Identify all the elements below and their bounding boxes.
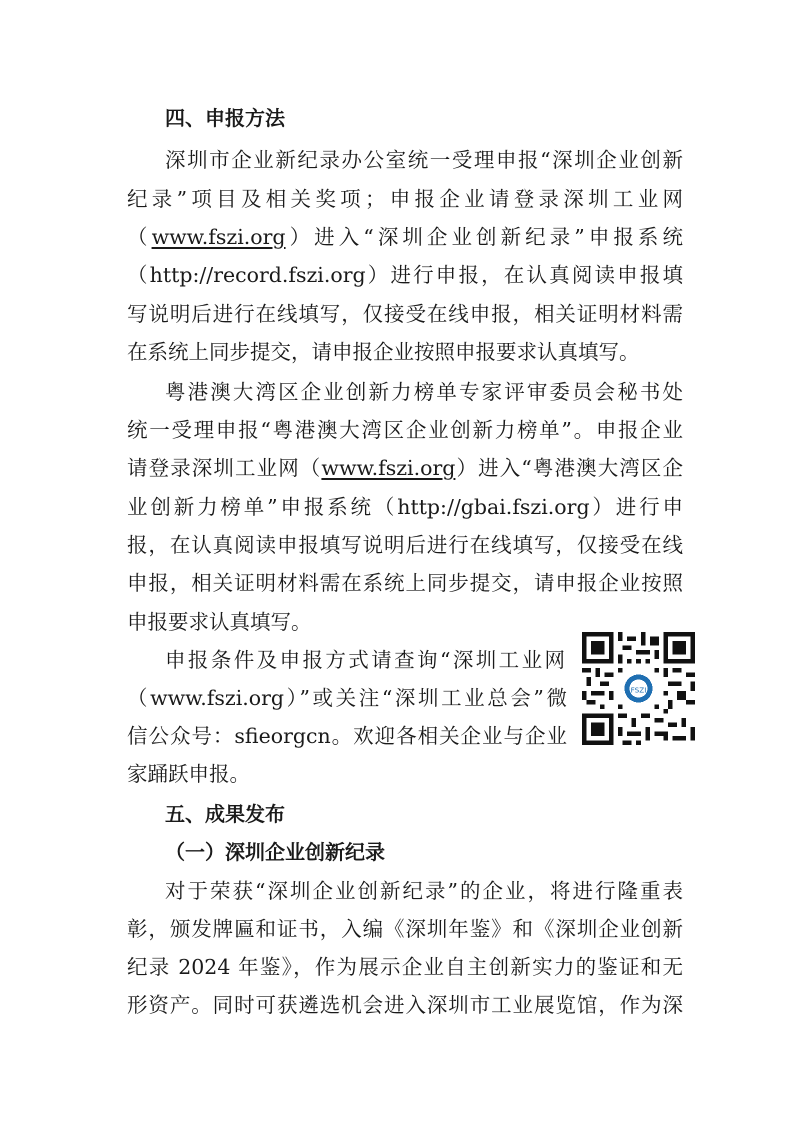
- paragraph-line: 业创新力榜单”申报系统（http://gbai.fszi.org）进行申: [127, 495, 683, 519]
- qr-code-image: [582, 632, 695, 745]
- paragraph-line: （http://record.fszi.org）进行申报，在认真阅读申报填: [127, 263, 683, 287]
- paragraph-line: 申报，相关证明材料需在系统上同步提交，请申报企业按照: [127, 571, 683, 595]
- paragraph-line: 报，在认真阅读申报填写说明后进行在线填写，仅接受在线: [127, 533, 683, 557]
- paragraph-line: 深圳市企业新纪录办公室统一受理申报“深圳企业创新: [165, 148, 683, 172]
- paragraph-line: （www.fszi.org）进入“深圳企业创新纪录”申报系统: [127, 225, 683, 249]
- link-text: www.fszi.org: [151, 225, 286, 249]
- subsection-heading: （一）深圳企业创新纪录: [165, 840, 385, 864]
- paragraph-line: （www.fszi.org）”或关注“深圳工业总会”微: [127, 686, 567, 710]
- paragraph-line: 申报要求认真填写。: [127, 610, 312, 634]
- paragraph-line: 对于荣获“深圳企业创新纪录”的企业，将进行隆重表: [165, 879, 683, 903]
- paragraph-line: 形资产。同时可获遴选机会进入深圳市工业展览馆，作为深: [127, 993, 683, 1017]
- paragraph-line: 纪录 2024 年鉴》，作为展示企业自主创新实力的鉴证和无: [127, 955, 683, 979]
- qr-logo-icon: FSZI: [630, 685, 647, 695]
- paragraph-line: 写说明后进行在线填写，仅接受在线申报，相关证明材料需: [127, 302, 683, 326]
- link-text: www.fszi.org: [321, 456, 456, 480]
- paragraph-line: 在系统上同步提交，请申报企业按照申报要求认真填写。: [127, 340, 640, 364]
- paragraph-line: 统一受理申报“粤港澳大湾区企业创新力榜单”。申报企业: [127, 418, 683, 442]
- paragraph-line: 请登录深圳工业网（www.fszi.org）进入“粤港澳大湾区企: [127, 456, 684, 480]
- paragraph-line: 申报条件及申报方式请查询“深圳工业网: [165, 648, 565, 672]
- paragraph-line: 粤港澳大湾区企业创新力榜单专家评审委员会秘书处: [165, 380, 683, 404]
- section-heading-4: 四、申报方法: [165, 106, 285, 130]
- paragraph-line: 信公众号：sfieorgcn。欢迎各相关企业与企业: [127, 724, 567, 748]
- paragraph-line: 纪录”项目及相关奖项；申报企业请登录深圳工业网: [127, 187, 683, 211]
- section-heading-5: 五、成果发布: [165, 802, 285, 826]
- paragraph-line: 彰，颁发牌匾和证书，入编《深圳年鉴》和《深圳企业创新: [127, 917, 683, 941]
- paragraph-line: 家踊跃申报。: [127, 762, 250, 786]
